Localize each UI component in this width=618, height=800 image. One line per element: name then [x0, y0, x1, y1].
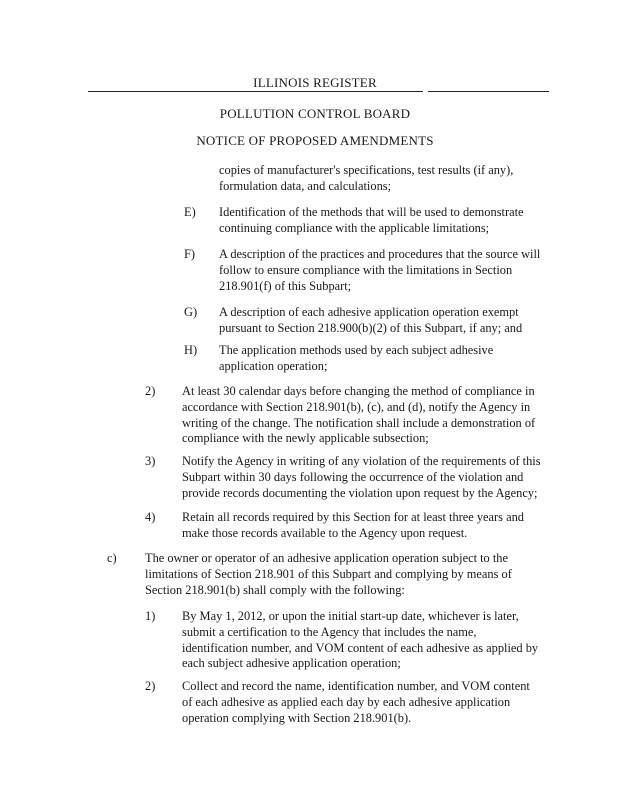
item-label-E: E): [184, 205, 196, 219]
item-text-4: Retain all records required by this Section for at least three years and make those records available to the Agency upon request.: [182, 510, 524, 540]
item-label-1: 1): [145, 609, 156, 623]
item-text-H: The application methods used by each subject adhesive application operation;: [219, 343, 494, 373]
item-text-G: A description of each adhesive application operation exempt pursuant to Section 218.900(b)(2) of this Subpart, if any; and: [219, 305, 523, 335]
header-rule-left: [88, 91, 423, 92]
register-title: ILLINOIS REGISTER: [253, 75, 377, 90]
item-text-2b: Collect and record the name, identification number, and VOM content of each adhesive as applied each day by each adhesive application operation complying with Section 218.901(b).: [182, 679, 530, 725]
item-label-c: c): [107, 551, 117, 565]
item-label-G: G): [184, 305, 198, 319]
item-label-2: 2): [145, 384, 156, 398]
item-label-4: 4): [145, 510, 156, 524]
header-rule-right: [428, 91, 549, 92]
board-title: POLLUTION CONTROL BOARD: [219, 106, 411, 121]
item-text-E: Identification of the methods that will be used to demonstrate continuing compliance with the applicable limitations;: [219, 205, 524, 235]
item-text-c: The owner or operator of an adhesive application operation subject to the limitations of Section 218.901 of this Subpart and complying by means of Section 218.901(b) shall comply with the following:: [145, 551, 512, 597]
item-label-F: F): [184, 247, 196, 261]
item-text-1: By May 1, 2012, or upon the initial start-up date, whichever is later, submit a certification to the Agency that includes the name, identification number, and VOM content of each adhesive as applied by each subject adhesive application operation;: [182, 609, 539, 671]
item-text-F: A description of the practices and procedures that the source will follow to ensure compliance with the limitations in Section 218.901(f) of this Subpart;: [219, 247, 541, 293]
item-label-3: 3): [145, 454, 156, 468]
item-text-2: At least 30 calendar days before changing the method of compliance in accordance with Section 218.901(b), (c), and (d), notify the Agency in writing of the change. The notification shall include a demonstration of compliance with the newly applicable subsection;: [182, 384, 536, 446]
continuation-paragraph: copies of manufacturer's specifications, test results (if any), formulation data, and calculations;: [219, 163, 514, 193]
item-label-H: H): [184, 343, 198, 357]
item-text-3: Notify the Agency in writing of any violation of the requirements of this Subpart within 30 days following the occurrence of the violation and provide records documenting the violation upon request by the Agency;: [182, 454, 541, 500]
item-label-2b: 2): [145, 679, 156, 693]
notice-title: NOTICE OF PROPOSED AMENDMENTS: [196, 133, 434, 148]
